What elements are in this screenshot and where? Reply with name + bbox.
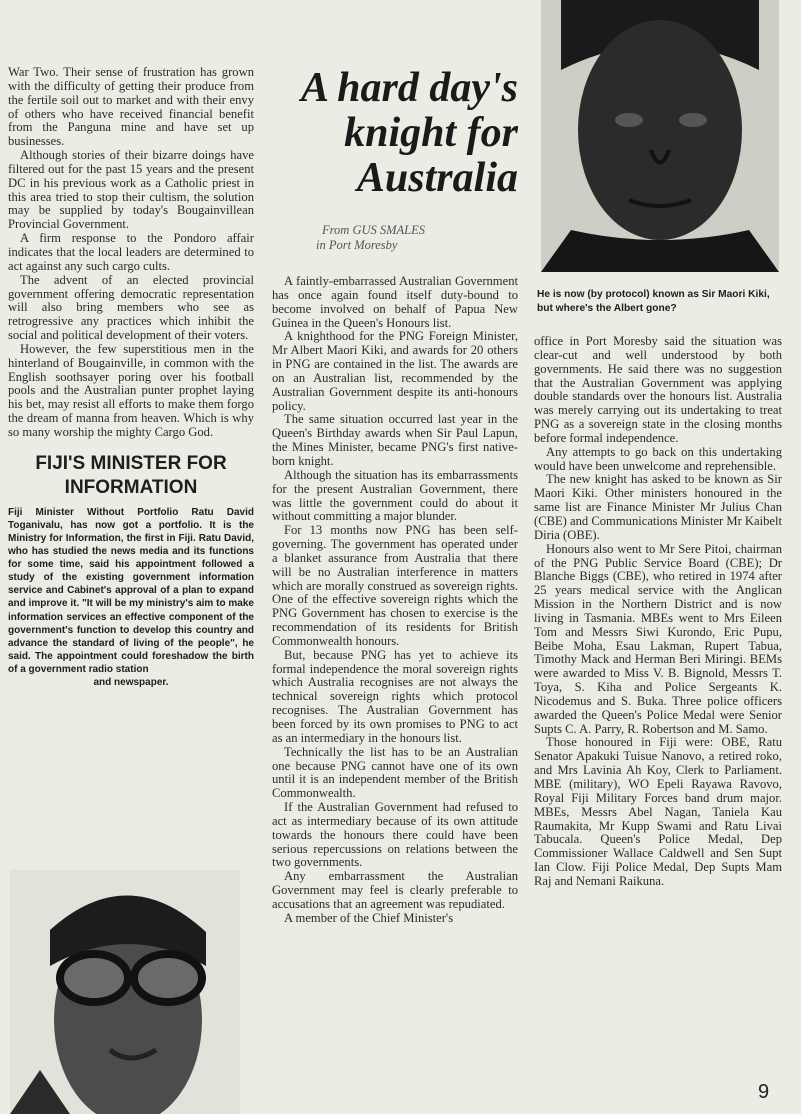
sidebar-body [8, 506, 254, 689]
left-column [8, 0, 254, 689]
article-text-right [534, 0, 782, 889]
paragraph: War Two. Their sense of frustration has grown with the difficulty of getting their produce from the fertile soil out to market and with their envy of others who have received financial benefit from the Panguna mine and have set up businesses. [8, 65, 254, 149]
sidebar-body-text: Fiji Minister Without Portfolio Ratu David Toganivalu, has now got a portfolio. It is the Ministry for Information, the first in Fiji. Ratu David, who has studied the news media and its functions for some time, said his appointment followed a study of the existing government information service and Cabinet's approval of a plan to expand and improve it. "It will be my ministry's aim to make information services an effective component of the government's function to develop this country and advance the standard of living of the people", he said. The appointment could foreshadow the birth of a government radio station [8, 506, 254, 675]
sidebar-heading: FIJI'S MINISTER FOR INFORMATION [35, 452, 227, 498]
article-headline: A hard day's knight for Australia [300, 65, 518, 201]
paragraph: But, because PNG has yet to achieve its formal independence the moral sovereign rights which Australia recognises are not always the technical sovereign rights which protocol recognises. The Australian Government has been forced by its own promises to PNG to act as an intermediary in the honours list. [272, 647, 518, 745]
middle-column [272, 0, 518, 926]
byline-location: in Port Moresby [316, 238, 398, 252]
paragraph: A firm response to the Pondoro affair indicates that the local leaders are determined to act against any such cargo cults. [8, 231, 254, 273]
portrait-illustration [10, 870, 240, 1114]
minister-portrait-photo [10, 870, 240, 1114]
article-byline [316, 223, 518, 253]
paragraph: Although the situation has its embarrassments for the present Australian Government, there was little the government could do about it without committing a major blunder. [272, 467, 518, 524]
paragraph: A member of the Chief Minister's [284, 910, 454, 925]
paragraph: Those honoured in Fiji were: OBE, Ratu Senator Apakuki Tuisue Nanovo, a retired roko, and Mrs Lavinia Ah Koy, Clerk to Parliament. MBE (military), WO Epeli Rayawa Ravovo, Royal Fiji Military Forces band drum major. MBEs, Messrs Abel Nagan, Taniela Kau Raumakita, Mr Kupp Swami and Ratu Livai Tabucala. Queen's Police Medal, Dep Commissioner Wallace Caldwell and Sen Supt Ian Clow. Fiji Police Medal, Dep Supts Mam Raj and Nemani Raikuna. [534, 735, 782, 888]
paragraph: The same situation occurred last year in the Queen's Birthday awards when Sir Paul Lapun, the Mines Minister, became PNG's first native-born knight. [272, 412, 518, 468]
paragraph: Although stories of their bizarre doings have filtered out for the past 15 years and the present DC in his previous work as a Catholic priest in this area tried to stop their cultism, the solution may be supplied by today's Bougainvillean Provincial Government. [8, 148, 254, 232]
sidebar-body-end: and newspaper. [93, 677, 169, 688]
left-column-text [8, 0, 254, 440]
paragraph: If the Australian Government had refused to act as intermediary because of its own attitude towards the honours there could have been serious repercussions on relations between the two governments. [272, 800, 518, 870]
right-column [534, 0, 782, 889]
paragraph: Any attempts to go back on this undertaking would have been unwelcome and reprehensible. [534, 444, 782, 473]
paragraph: Honours also went to Mr Sere Pitoi, chairman of the PNG Public Service Board (CBE); Dr Blanche Biggs (CBE), who retired in 1974 after 25 years medical service with the Anglican Mission in the Northern District and is now living in Tasmania. MBEs went to Mrs Eileen Tom and Messrs Siwi Kurondo, Eric Pupu, Beibe Moha, Esau Lakman, Rupert Tabua, Timothy Mack and Herman Beri Miringi. BEMs were awarded to Miss V. B. Bignold, Messrs T. Toya, S. Kiha and Police Sergeants K. Nicodemus and S. Buka. Three police officers awarded the Queen's Police Medal were Senior Supts C. A. Parry, R. Robertson and M. Samo. [534, 541, 782, 736]
page-number: 9 [758, 1081, 770, 1103]
paragraph: For 13 months now PNG has been self-governing. The government has operated under a blanket assurance from Australia that there will be no Australian interference in matters which are morally construed as sovereign rights. One of the effective sovereign rights which the PNG Government has chosen to exercise is the recommendation of its residents for British Commonwealth honours. [272, 523, 518, 648]
article-text-middle [272, 275, 518, 926]
paragraph: A faintly-embarrassed Australian Government has once again found itself duty-bound to become involved on behalf of Papua New Guinea in the Queen's Honours list. [272, 274, 518, 330]
photo-caption: He is now (by protocol) known as Sir Maori Kiki, but where's the Albert gone? [537, 289, 770, 314]
paragraph: Any embarrassment the Australian Government may feel is clearly preferable to accusations that an agreement was repudiated. [272, 869, 518, 911]
paragraph: office in Port Moresby said the situation was clear-cut and well understood by both governments. He said there was no suggestion that the Australian Government was applying double standards over the honours list. Australia was merely carrying out its undertaking to treat PNG as a sovereign state in the closing months before formal independence. [534, 334, 782, 445]
paragraph: The new knight has asked to be known as Sir Maori Kiki. Other ministers honoured in the same list are Finance Minister Mr Julius Chan (CBE) and Communications Minister Mr Kaibelt Diria (OBE). [534, 472, 782, 542]
paragraph: However, the few superstitious men in the hinterland of Bougainville, in common with the English soothsayer poring over his football pools and the Australian punter prophet laying his bet, may resist all efforts to make them forgo the dream of manna from heaven. Which is why so many worship the mighty Cargo God. [8, 341, 254, 439]
paragraph: Technically the list has to be an Australian one because PNG cannot have one of its own until it is an independent member of the British Commonwealth. [272, 744, 518, 801]
paragraph: The advent of an elected provincial government offering democratic representation will also bring members who see as retrogressive any practices which inhibit the social and political development of their voters. [8, 272, 254, 343]
paragraph: A knighthood for the PNG Foreign Minister, Mr Albert Maori Kiki, and awards for 20 others in PNG are contained in the list. The awards are on an Australian list, recommended by the Australian Government despite its anti-honours policy. [272, 329, 518, 413]
byline-author: From GUS SMALES [322, 223, 426, 237]
